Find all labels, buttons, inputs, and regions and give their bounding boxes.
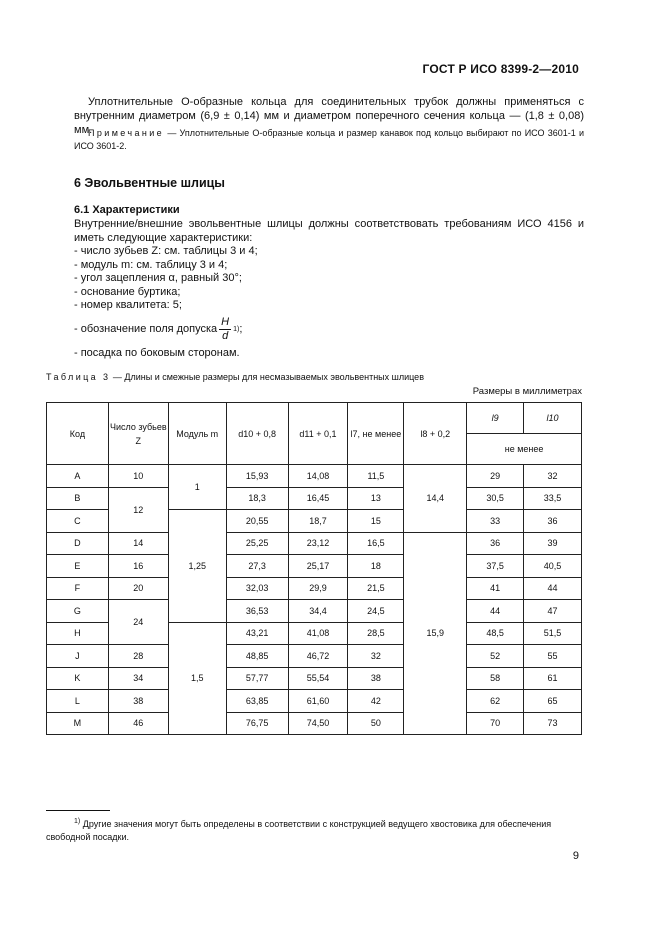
cell-l9: 62 <box>467 690 524 713</box>
table-row <box>47 667 582 690</box>
cell-d11: 55,54 <box>288 667 348 690</box>
cell-teeth: 34 <box>108 667 168 690</box>
cell-l9: 29 <box>467 465 524 488</box>
cell-l7: 50 <box>348 712 404 735</box>
cell-l8: 15,9 <box>404 532 467 735</box>
tolerance-fraction <box>219 316 231 343</box>
cell-d11: 23,12 <box>288 532 348 555</box>
cell-l9: 30,5 <box>467 487 524 510</box>
cell-d11: 14,08 <box>288 465 348 488</box>
header-l8: l8 + 0,2 <box>404 403 467 465</box>
characteristics-paragraph: Внутренние/внешние эвольвентные шлицы должны соответствовать требованиям ИСО 4156 и иметь следующие характеристики: <box>74 218 584 244</box>
cell-l10: 73 <box>524 712 582 735</box>
cell-code: D <box>47 532 109 555</box>
cell-module: 1,5 <box>168 622 226 735</box>
cell-l7: 42 <box>348 690 404 713</box>
list-item: - номер квалитета: 5; <box>74 299 182 311</box>
cell-code: F <box>47 577 109 600</box>
table-row <box>47 577 582 600</box>
cell-teeth: 16 <box>108 555 168 578</box>
list-item-tolerance <box>74 313 258 347</box>
cell-l9: 70 <box>467 712 524 735</box>
cell-l7: 38 <box>348 667 404 690</box>
cell-d11: 18,7 <box>288 510 348 533</box>
cell-l8: 14,4 <box>404 465 467 533</box>
footnote <box>46 815 582 844</box>
tolerance-prefix: - обозначение поля допуска <box>74 322 218 335</box>
cell-teeth: 12 <box>108 487 168 532</box>
tolerance-suffix: ; <box>239 322 243 335</box>
cell-module: 1,25 <box>168 510 226 623</box>
table-row <box>47 487 582 510</box>
characteristics-list <box>74 245 258 360</box>
ring-paragraph: Уплотнительные О-образные кольца для соединительных трубок должны применяться с внутренним диаметром (6,9 ± 0,14) мм и диаметром поперечного сечения кольца — (1,8 ± 0,08) мм. <box>74 96 584 136</box>
list-item: - посадка по боковым сторонам. <box>74 346 240 359</box>
table-row <box>47 600 582 623</box>
cell-l9: 58 <box>467 667 524 690</box>
footnote-mark: 1) <box>74 818 81 825</box>
header-d11: d11 + 0,1 <box>288 403 348 465</box>
cell-code: E <box>47 555 109 578</box>
cell-d10: 57,77 <box>226 667 288 690</box>
table-caption-text: — Длины и смежные размеры для несмазываемых эвольвентных шлицев <box>110 372 424 382</box>
cell-teeth: 14 <box>108 532 168 555</box>
footnote-text: Другие значения могут быть определены в соответствии с конструкцией ведущего хвостовика для обеспечения свободной посадки. <box>46 819 552 842</box>
document-id: ГОСТ Р ИСО 8399-2—2010 <box>422 62 579 76</box>
cell-d10: 36,53 <box>226 600 288 623</box>
cell-l7: 24,5 <box>348 600 404 623</box>
cell-code: L <box>47 690 109 713</box>
page-number: 9 <box>572 850 579 862</box>
cell-l10: 55 <box>524 645 582 668</box>
cell-d10: 18,3 <box>226 487 288 510</box>
cell-code: B <box>47 487 109 510</box>
note-text: — Уплотнительные О-образные кольца и размер канавок под кольцо выбирают по ИСО 3601-1 и ИСО 3601-2. <box>74 128 584 151</box>
cell-l9: 33 <box>467 510 524 533</box>
table-row <box>47 712 582 735</box>
cell-l9: 48,5 <box>467 622 524 645</box>
header-module: Модуль m <box>168 403 226 465</box>
cell-l10: 47 <box>524 600 582 623</box>
list-item: - число зубьев Z: см. таблицы 3 и 4; <box>74 245 258 257</box>
header-l7: l7, не менее <box>348 403 404 465</box>
cell-l10: 44 <box>524 577 582 600</box>
cell-l9: 41 <box>467 577 524 600</box>
table-caption-label: Таблица 3 <box>46 372 111 382</box>
cell-d11: 61,60 <box>288 690 348 713</box>
cell-d11: 46,72 <box>288 645 348 668</box>
cell-l10: 39 <box>524 532 582 555</box>
cell-l9: 37,5 <box>467 555 524 578</box>
cell-d10: 76,75 <box>226 712 288 735</box>
table-row <box>47 532 582 555</box>
cell-code: M <box>47 712 109 735</box>
cell-d11: 74,50 <box>288 712 348 735</box>
header-l9: l9 <box>467 403 524 434</box>
cell-l9: 52 <box>467 645 524 668</box>
cell-d10: 32,03 <box>226 577 288 600</box>
cell-l9: 36 <box>467 532 524 555</box>
cell-d10: 27,3 <box>226 555 288 578</box>
list-item: - основание буртика; <box>74 285 181 298</box>
cell-d10: 63,85 <box>226 690 288 713</box>
table-row <box>47 645 582 668</box>
note-label: Примечание <box>88 128 165 138</box>
cell-d11: 34,4 <box>288 600 348 623</box>
list-item: - модуль m: см. таблицу 3 и 4; <box>74 258 228 271</box>
cell-l10: 33,5 <box>524 487 582 510</box>
footnote-divider <box>46 810 110 811</box>
cell-l10: 40,5 <box>524 555 582 578</box>
cell-module: 1 <box>168 465 226 510</box>
cell-d10: 20,55 <box>226 510 288 533</box>
cell-l10: 36 <box>524 510 582 533</box>
cell-code: G <box>47 600 109 623</box>
footnote-ref: 1) <box>233 325 240 333</box>
cell-d10: 48,85 <box>226 645 288 668</box>
cell-l7: 11,5 <box>348 465 404 488</box>
header-d10: d10 + 0,8 <box>226 403 288 465</box>
cell-teeth: 38 <box>108 690 168 713</box>
cell-l10: 65 <box>524 690 582 713</box>
cell-teeth: 46 <box>108 712 168 735</box>
cell-code: H <box>47 622 109 645</box>
fraction-denominator: d <box>222 330 229 342</box>
cell-teeth: 10 <box>108 465 168 488</box>
cell-l10: 32 <box>524 465 582 488</box>
cell-d10: 15,93 <box>226 465 288 488</box>
table-row <box>47 690 582 713</box>
cell-l7: 13 <box>348 487 404 510</box>
cell-l7: 28,5 <box>348 622 404 645</box>
header-l10: l10 <box>524 403 582 434</box>
section-title: 6 Эвольвентные шлицы <box>74 176 225 190</box>
table-row <box>47 555 582 578</box>
cell-l9: 44 <box>467 600 524 623</box>
cell-code: J <box>47 645 109 668</box>
cell-d11: 29,9 <box>288 577 348 600</box>
header-code: Код <box>47 403 109 465</box>
cell-code: K <box>47 667 109 690</box>
cell-l7: 32 <box>348 645 404 668</box>
note <box>74 127 584 153</box>
cell-d11: 41,08 <box>288 622 348 645</box>
fraction-numerator: H <box>221 316 230 328</box>
header-teeth: Число зубьев Z <box>108 403 168 465</box>
cell-d10: 43,21 <box>226 622 288 645</box>
table-row <box>47 465 582 488</box>
cell-l7: 21,5 <box>348 577 404 600</box>
list-item: - угол зацепления α, равный 30°; <box>74 272 242 284</box>
subsection-title: 6.1 Характеристики <box>74 204 180 216</box>
table-units: Размеры в миллиметрах <box>472 386 582 397</box>
table-caption <box>46 372 424 382</box>
cell-l10: 61 <box>524 667 582 690</box>
cell-l7: 18 <box>348 555 404 578</box>
cell-code: C <box>47 510 109 533</box>
cell-d10: 25,25 <box>226 532 288 555</box>
cell-teeth: 28 <box>108 645 168 668</box>
cell-d11: 25,17 <box>288 555 348 578</box>
cell-teeth: 24 <box>108 600 168 645</box>
cell-teeth: 20 <box>108 577 168 600</box>
header-not-less: не менее <box>467 434 582 465</box>
cell-l7: 16,5 <box>348 532 404 555</box>
cell-l7: 15 <box>348 510 404 533</box>
cell-l10: 51,5 <box>524 622 582 645</box>
cell-d11: 16,45 <box>288 487 348 510</box>
cell-code: A <box>47 465 109 488</box>
dimensions-table <box>46 402 582 735</box>
